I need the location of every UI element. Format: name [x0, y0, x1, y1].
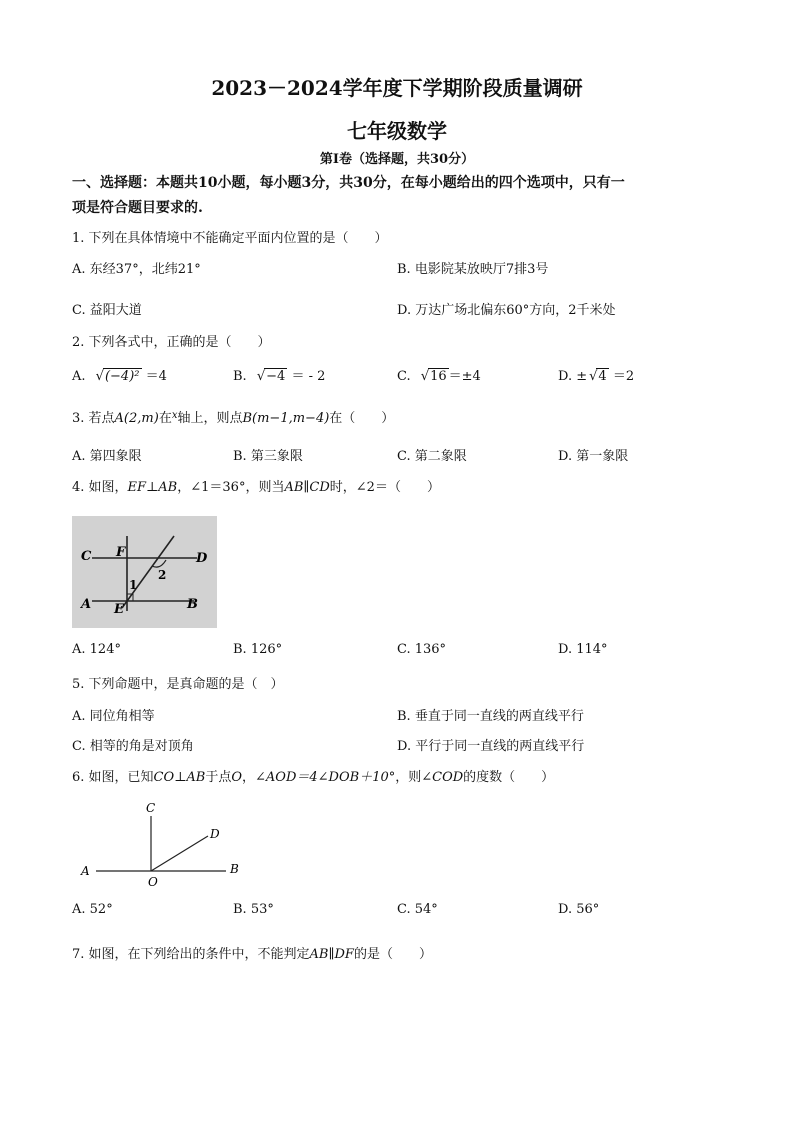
stem-text: 在（ ） — [329, 411, 395, 426]
page-subtitle: 七年级数学 — [347, 119, 447, 143]
section-heading-line1: 一、选择题：本题共10小题，每小题3分，共30分，在每小题给出的四个选项中，只有一 — [72, 175, 625, 191]
question-3-option-a: A. 第四象限 — [72, 449, 142, 464]
radicand: −4 — [266, 369, 286, 384]
question-1-stem: 1. 下列在具体情境中不能确定平面内位置的是（ ） — [72, 231, 388, 246]
question-5-option-a: A. 同位角相等 — [72, 709, 155, 724]
math-expression: CO⊥AB — [153, 770, 206, 785]
question-1-option-a: A. 东经37°，北纬21° — [72, 262, 201, 277]
label-d: D — [210, 827, 220, 841]
page-title: 2023－2024学年度下学期阶段质量调研 — [211, 76, 583, 100]
option-result: ＝±4 — [448, 369, 481, 384]
stem-text: ， — [242, 770, 256, 785]
stem-text: ，则 — [395, 770, 422, 785]
question-4-option-d: D. 114° — [558, 642, 608, 657]
math-variable: x — [171, 410, 178, 421]
option-result: ＝2 — [612, 369, 635, 384]
question-6-option-d: D. 56° — [558, 902, 600, 917]
math-expression: EF⊥AB — [127, 480, 178, 495]
stem-text: 的是（ ） — [353, 947, 432, 962]
stem-text: 3. 若点 — [72, 411, 115, 426]
question-4-option-b: B. 126° — [233, 642, 283, 657]
question-2-option-a — [72, 365, 167, 384]
part-heading: 第Ⅰ卷（选择题，共30分） — [319, 152, 475, 167]
question-4-option-a: A. 124° — [72, 642, 121, 657]
sqrt-symbol: √ — [420, 369, 430, 384]
stem-text: 6. 如图，已知 — [72, 770, 154, 785]
stem-text: 7. 如图，在下列给出的条件中，不能判定 — [72, 947, 310, 962]
question-1-option-b: B. 电影院某放映厅7排3号 — [397, 262, 549, 277]
math-variable: O — [231, 770, 243, 785]
question-2-stem: 2. 下列各式中，正确的是（ ） — [72, 335, 271, 350]
math-expression: ∠COD — [421, 770, 464, 785]
label-b: B — [230, 862, 239, 876]
radicand: (−4)² — [104, 369, 140, 384]
option-letter: D. ± — [558, 369, 588, 384]
option-letter: B. — [233, 369, 247, 384]
label-angle-2: 2 — [158, 568, 167, 582]
section-heading-line2: 项是符合题目要求的. — [72, 200, 203, 216]
stem-text: 在 — [158, 411, 172, 426]
radicand: 4 — [598, 369, 607, 384]
math-expression: B(m−1,m−4) — [242, 411, 330, 426]
question-3-option-c: C. 第二象限 — [397, 449, 467, 464]
question-2-option-b — [233, 365, 325, 384]
math-expression: AB∥CD — [284, 480, 330, 495]
stem-text: 于点 — [205, 770, 232, 785]
question-1-option-c: C. 益阳大道 — [72, 303, 142, 318]
label-d: D — [196, 551, 208, 566]
stem-text: 4. 如图， — [72, 480, 128, 495]
label-b: B — [187, 597, 198, 612]
label-angle-1: 1 — [129, 578, 138, 592]
stem-text: 时，∠2＝（ ） — [329, 480, 440, 495]
question-2-option-d — [558, 365, 634, 384]
stem-text: 的度数（ ） — [463, 770, 555, 785]
math-expression: AB∥DF — [309, 947, 354, 962]
option-result: ＝4 — [145, 369, 167, 384]
question-4-figure — [72, 516, 217, 628]
question-6-option-b: B. 53° — [233, 902, 274, 917]
question-5-stem: 5. 下列命题中，是真命题的是（ ） — [72, 677, 284, 692]
option-result: ＝ - 2 — [291, 369, 326, 384]
stem-text: 轴上，则点 — [177, 411, 243, 426]
stem-text: ，∠1＝36°，则当 — [177, 480, 285, 495]
parallel-lines-diagram — [72, 516, 217, 628]
question-7-stem — [72, 943, 432, 962]
sqrt-symbol: √ — [589, 369, 598, 384]
label-f: F — [116, 545, 126, 560]
question-6-figure — [78, 798, 248, 890]
question-4-option-c: C. 136° — [397, 642, 447, 657]
question-3-stem — [72, 407, 394, 426]
question-5-option-c: C. 相等的角是对顶角 — [72, 739, 194, 754]
angle-diagram — [78, 798, 248, 890]
question-6-option-a: A. 52° — [72, 902, 113, 917]
label-a: A — [81, 864, 90, 878]
label-c: C — [81, 549, 92, 564]
question-3-option-b: B. 第三象限 — [233, 449, 303, 464]
question-5-option-d: D. 平行于同一直线的两直线平行 — [397, 739, 585, 754]
label-e: E — [114, 602, 124, 617]
option-letter: A. — [72, 369, 86, 384]
question-1-option-d: D. 万达广场北偏东60°方向，2千米处 — [397, 303, 616, 318]
question-2-option-c — [397, 365, 481, 384]
radicand: 16 — [430, 369, 447, 384]
label-a: A — [81, 597, 92, 612]
math-expression: A(2,m) — [114, 411, 159, 426]
label-o: O — [148, 875, 158, 889]
sqrt-symbol: √ — [95, 369, 104, 384]
math-expression: ∠AOD＝4∠DOB＋10° — [255, 770, 396, 785]
sqrt-symbol: √ — [256, 369, 266, 384]
question-6-option-c: C. 54° — [397, 902, 438, 917]
question-5-option-b: B. 垂直于同一直线的两直线平行 — [397, 709, 584, 724]
question-4-stem — [72, 476, 440, 495]
label-c: C — [146, 801, 156, 815]
question-3-option-d: D. 第一象限 — [558, 449, 629, 464]
ray-od — [151, 836, 208, 871]
option-letter: C. — [397, 369, 411, 384]
question-6-stem — [72, 766, 554, 785]
